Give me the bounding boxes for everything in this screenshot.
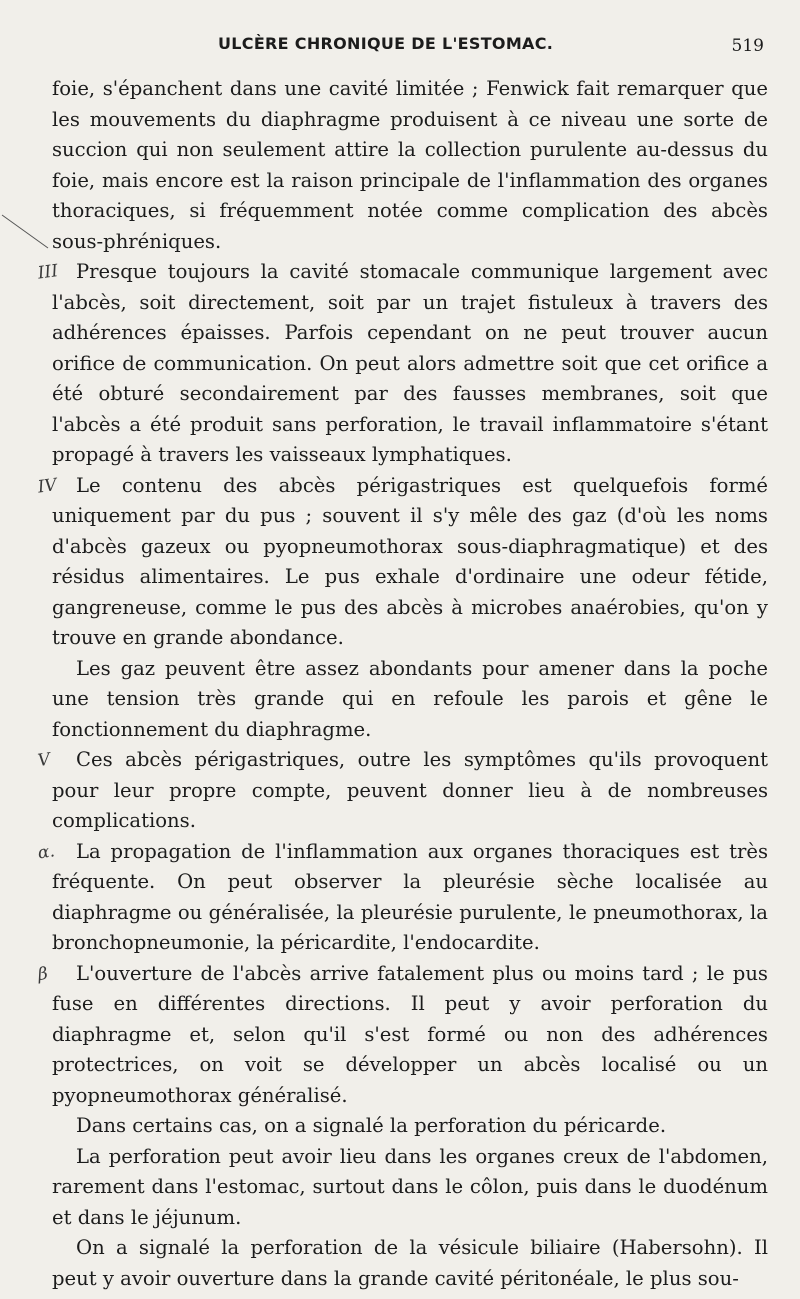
paragraph xyxy=(36,837,768,959)
page-number: 519 xyxy=(731,36,764,56)
margin-annotation: V xyxy=(36,749,52,772)
paragraph-text: La propagation de l'inflammation aux organes thoraciques est très fréquente. On peut observer la pleurésie sèche localisée au diaphragme ou généralisée, la pleurésie purulente, le pneumothorax, la bronchopneumonie, la péricardite, l'endocardite. xyxy=(52,839,768,954)
paragraph xyxy=(36,959,768,1112)
paragraph-text: Dans certains cas, on a signalé la perforation du péricarde. xyxy=(76,1114,667,1137)
margin-annotation: IV xyxy=(36,474,59,498)
paragraph xyxy=(52,1142,768,1234)
margin-annotation: β xyxy=(36,963,50,985)
paragraph xyxy=(36,257,768,471)
paragraph-text: La perforation peut avoir lieu dans les organes creux de l'abdomen, rarement dans l'estomac, surtout dans le côlon, puis dans le duodénum et dans le jéjunum. xyxy=(52,1144,768,1229)
paragraph xyxy=(52,74,768,257)
margin-annotation: α. xyxy=(36,840,57,863)
paragraph xyxy=(52,1233,768,1294)
paragraph-text: L'ouverture de l'abcès arrive fatalement plus ou moins tard ; le pus fuse en différentes directions. Il peut y avoir perforation du diaphragme et, selon qu'il s'est formé ou non des adhérences protectrices, on voit se développer un abcès localisé ou un pyopneumothorax généralisé. xyxy=(52,961,768,1107)
paragraph xyxy=(36,471,768,654)
paragraph-text: Ces abcès périgastriques, outre les symptômes qu'ils provoquent pour leur propre compte, peuvent donner lieu à de nombreuses complications. xyxy=(52,748,768,832)
margin-annotation: III xyxy=(36,261,60,284)
page-header xyxy=(0,32,800,62)
paragraph-text: Les gaz peuvent être assez abondants pour amener dans la poche une tension très grande qui en refoule les parois et gêne le fonctionnement du diaphragme. xyxy=(52,656,768,741)
running-title: ULCÈRE CHRONIQUE DE L'ESTOMAC. xyxy=(218,34,554,53)
paragraph-text: Presque toujours la cavité stomacale communique largement avec l'abcès, soit directement, soit par un trajet fistuleux à travers des adhérences épaisses. Parfois cependant on ne peut trouver aucun orifice de communication. On peut alors admettre soit que cet orifice a été obturé secondairement par des fausses membranes, soit que l'abcès a été produit sans perforation, le travail inflammatoire s'étant propagé à travers les vaisseaux lymphatiques. xyxy=(52,260,768,466)
body-text xyxy=(36,74,768,1294)
paragraph xyxy=(52,654,768,746)
paragraph-text: foie, s'épanchent dans une cavité limitée ; Fenwick fait remarquer que les mouvements du diaphragme produisent à ce niveau une sorte de succion qui non seulement attire la collection purulente au-dessus du foie, mais encore est la raison principale de l'inflammation des organes thoraciques, si fréquemment notée comme complication des abcès sous-phréniques. xyxy=(52,77,768,253)
paragraph-text: On a signalé la perforation de la vésicule biliaire (Habersohn). Il peut y avoir ouverture dans la grande cavité péritonéale, le plus sou- xyxy=(52,1236,768,1290)
paragraph xyxy=(52,1111,768,1142)
paragraph xyxy=(36,745,768,837)
paragraph-text: Le contenu des abcès périgastriques est quelquefois formé uniquement par du pus ; souvent il s'y mêle des gaz (d'où les noms d'abcès gazeux ou pyopneumothorax sous-diaphragmatique) et des résidus alimentaires. Le pus exhale d'ordinaire une odeur fétide, gangreneuse, comme le pus des abcès à microbes anaérobies, qu'on y trouve en grande abondance. xyxy=(52,473,768,649)
